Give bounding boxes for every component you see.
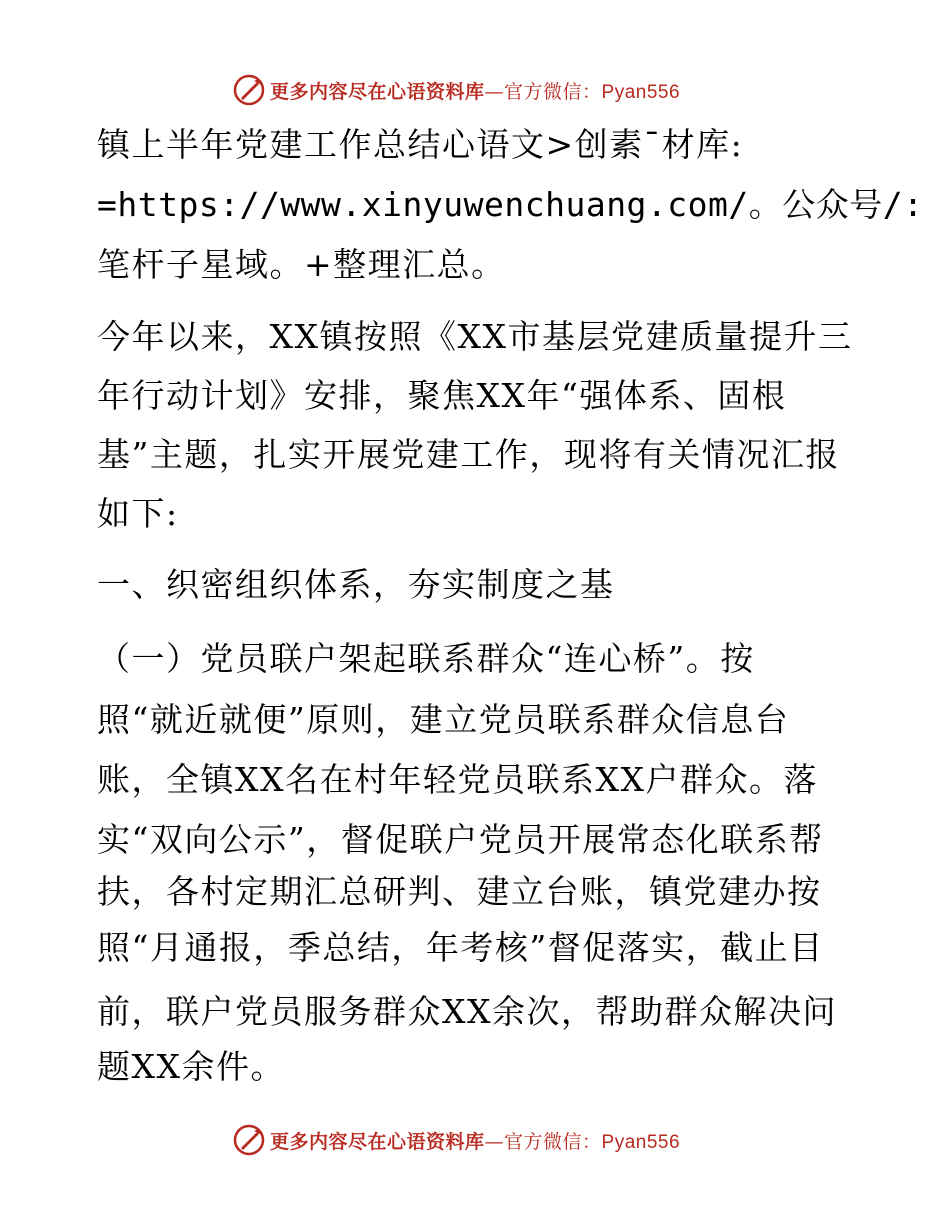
banner-main-text: 更多内容尽在心语资料库 [270,1130,485,1153]
banner-wechat-id: Pyan556 [601,81,681,103]
paragraph-1-line-3: 基”主题，扎实开展党建工作，现将有关情况汇报 [97,435,840,474]
intro-line-1: 镇上半年党建工作总结心语文>创素¯材库: [97,125,744,164]
quill-seal-icon [232,73,266,107]
paragraph-2-line-8: 题XX余件。 [97,1047,285,1086]
paragraph-2-line-2: 照“就近就便”原则，建立党员联系群众信息台 [97,700,790,739]
quill-seal-icon [232,1123,266,1157]
footer-banner [232,1120,680,1160]
banner-text [270,1127,680,1154]
banner-text [270,77,680,104]
banner-wechat-id: Pyan556 [601,1131,681,1153]
banner-separator: — [484,80,505,103]
section-heading-1: 一、织密组织体系，夯实制度之基 [97,565,615,604]
intro-line-3: 笔杆子星域。+整理汇总。 [97,245,506,284]
paragraph-2-line-3: 账，全镇XX名在村年轻党员联系XX户群众。落 [97,760,818,799]
paragraph-1-line-4: 如下: [97,494,179,533]
banner-separator: — [484,1130,505,1153]
paragraph-2-line-7: 前，联户党员服务群众XX余次，帮助群众解决问 [97,992,837,1031]
banner-wechat-label: 官方微信： [504,80,602,103]
paragraph-2-line-6: 照“月通报，季总结，年考核”督促落实，截止目 [97,928,824,967]
paragraph-2-line-1: （一）党员联户架起联系群众“连心桥”。按 [97,639,755,678]
paragraph-1-line-2: 年行动计划》安排，聚焦XX年“强体系、固根 [97,376,787,415]
paragraph-1-line-1: 今年以来，XX镇按照《XX市基层党建质量提升三 [97,317,853,356]
intro-line-2: =https://www.xinyuwenchuang.com/。公众号/: [97,185,924,224]
banner-main-text: 更多内容尽在心语资料库 [270,80,485,103]
paragraph-2-line-4: 实“双向公示”，督促联户党员开展常态化联系帮 [97,820,824,859]
header-banner [232,70,680,110]
banner-wechat-label: 官方微信： [504,1130,602,1153]
paragraph-2-line-5: 扶，各村定期汇总研判、建立台账，镇党建办按 [97,872,822,911]
